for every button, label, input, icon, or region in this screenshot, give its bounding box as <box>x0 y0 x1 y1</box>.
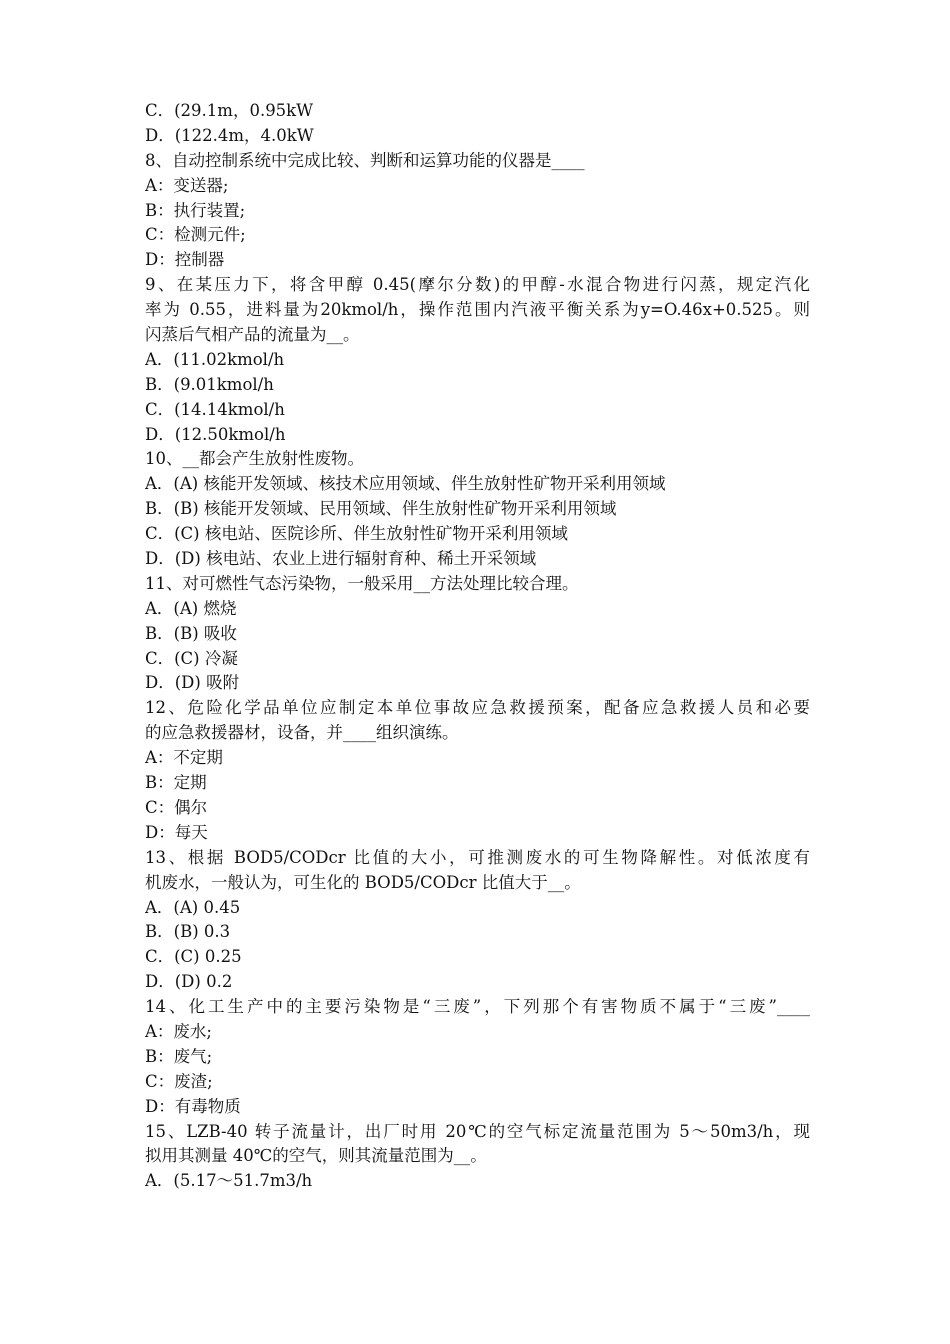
text-line: D．(12.50kmol/h <box>145 424 286 444</box>
text-line: A．(A) 燃烧 <box>145 598 237 618</box>
text-line: C：检测元件; <box>145 225 246 245</box>
text-line: A：变送器; <box>145 175 229 195</box>
text-line: A：不定期 <box>145 748 223 768</box>
text-line: C：偶尔 <box>145 797 208 817</box>
text-line: B．(9.01kmol/h <box>145 374 274 394</box>
text-line: 10、__都会产生放射性废物。 <box>145 449 364 469</box>
text-line: C．(29.1m，0.95kW <box>145 101 314 120</box>
text-line: 率为 0.55，进料量为20kmol/h，操作范围内汽液平衡关系为y=O.46x+0.525。则 <box>145 300 810 320</box>
document-page <box>145 99 810 1194</box>
text-line: B：执行装置; <box>145 200 246 220</box>
text-line: D．(122.4m，4.0kW <box>145 125 314 145</box>
text-line: D：有毒物质 <box>145 1096 241 1116</box>
text-line: D．(D) 吸附 <box>145 673 240 693</box>
text-line: 闪蒸后气相产品的流量为__。 <box>145 325 360 345</box>
text-line: A．(A) 核能开发领域、核技术应用领域、伴生放射性矿物开采利用领域 <box>145 474 666 494</box>
text-line: 12、危险化学品单位应制定本单位事故应急救援预案，配备应急救援人员和必要 <box>145 698 810 718</box>
text-line: A：废水; <box>145 1021 212 1041</box>
text-line: C．(14.14kmol/h <box>145 399 285 419</box>
text-line: A．(A) 0.45 <box>145 897 241 917</box>
text-line: C．(C) 核电站、医院诊所、伴生放射性矿物开采利用领域 <box>145 524 568 544</box>
text-line: C：废渣; <box>145 1071 213 1091</box>
text-line: B：废气; <box>145 1046 213 1066</box>
text-line: 14、化工生产中的主要污染物是“三废”，下列那个有害物质不属于“三废”____ <box>145 997 810 1017</box>
text-line: B．(B) 核能开发领域、民用领域、伴生放射性矿物开采利用领域 <box>145 499 617 519</box>
text-line: D．(D) 0.2 <box>145 972 233 992</box>
text-line: 8、自动控制系统中完成比较、判断和运算功能的仪器是____ <box>145 150 585 170</box>
text-line: D：控制器 <box>145 250 225 270</box>
text-line: D：每天 <box>145 822 208 842</box>
text-line: B．(B) 0.3 <box>145 922 231 942</box>
text-line: C．(C) 冷凝 <box>145 648 238 668</box>
text-line: 机废水，一般认为，可生化的 BOD5/CODcr 比值大于__。 <box>145 872 581 892</box>
text-line: B．(B) 吸收 <box>145 623 237 643</box>
text-line: D．(D) 核电站、农业上进行辐射育种、稀土开采领域 <box>145 549 537 569</box>
text-line: 拟用其测量 40℃的空气，则其流量范围为__。 <box>145 1146 487 1166</box>
text-line: 11、对可燃性气态污染物，一般采用__方法处理比较合理。 <box>145 573 579 593</box>
text-line: 13、根据 BOD5/CODcr 比值的大小，可推测废水的可生物降解性。对低浓度有 <box>145 847 810 867</box>
text-line: 的应急救援器材，设备，并____组织演练。 <box>145 723 459 743</box>
text-line: 15、LZB-40 转子流量计，出厂时用 20℃的空气标定流量范围为 5～50m3/h，现 <box>145 1121 810 1141</box>
text-line: C．(C) 0.25 <box>145 947 242 967</box>
text-line: B：定期 <box>145 773 207 793</box>
text-line: 9、在某压力下，将含甲醇 0.45(摩尔分数)的甲醇-水混合物进行闪蒸，规定汽化 <box>145 275 810 295</box>
text-line: A．(11.02kmol/h <box>145 349 285 369</box>
text-line: A．(5.17～51.7m3/h <box>145 1171 313 1191</box>
